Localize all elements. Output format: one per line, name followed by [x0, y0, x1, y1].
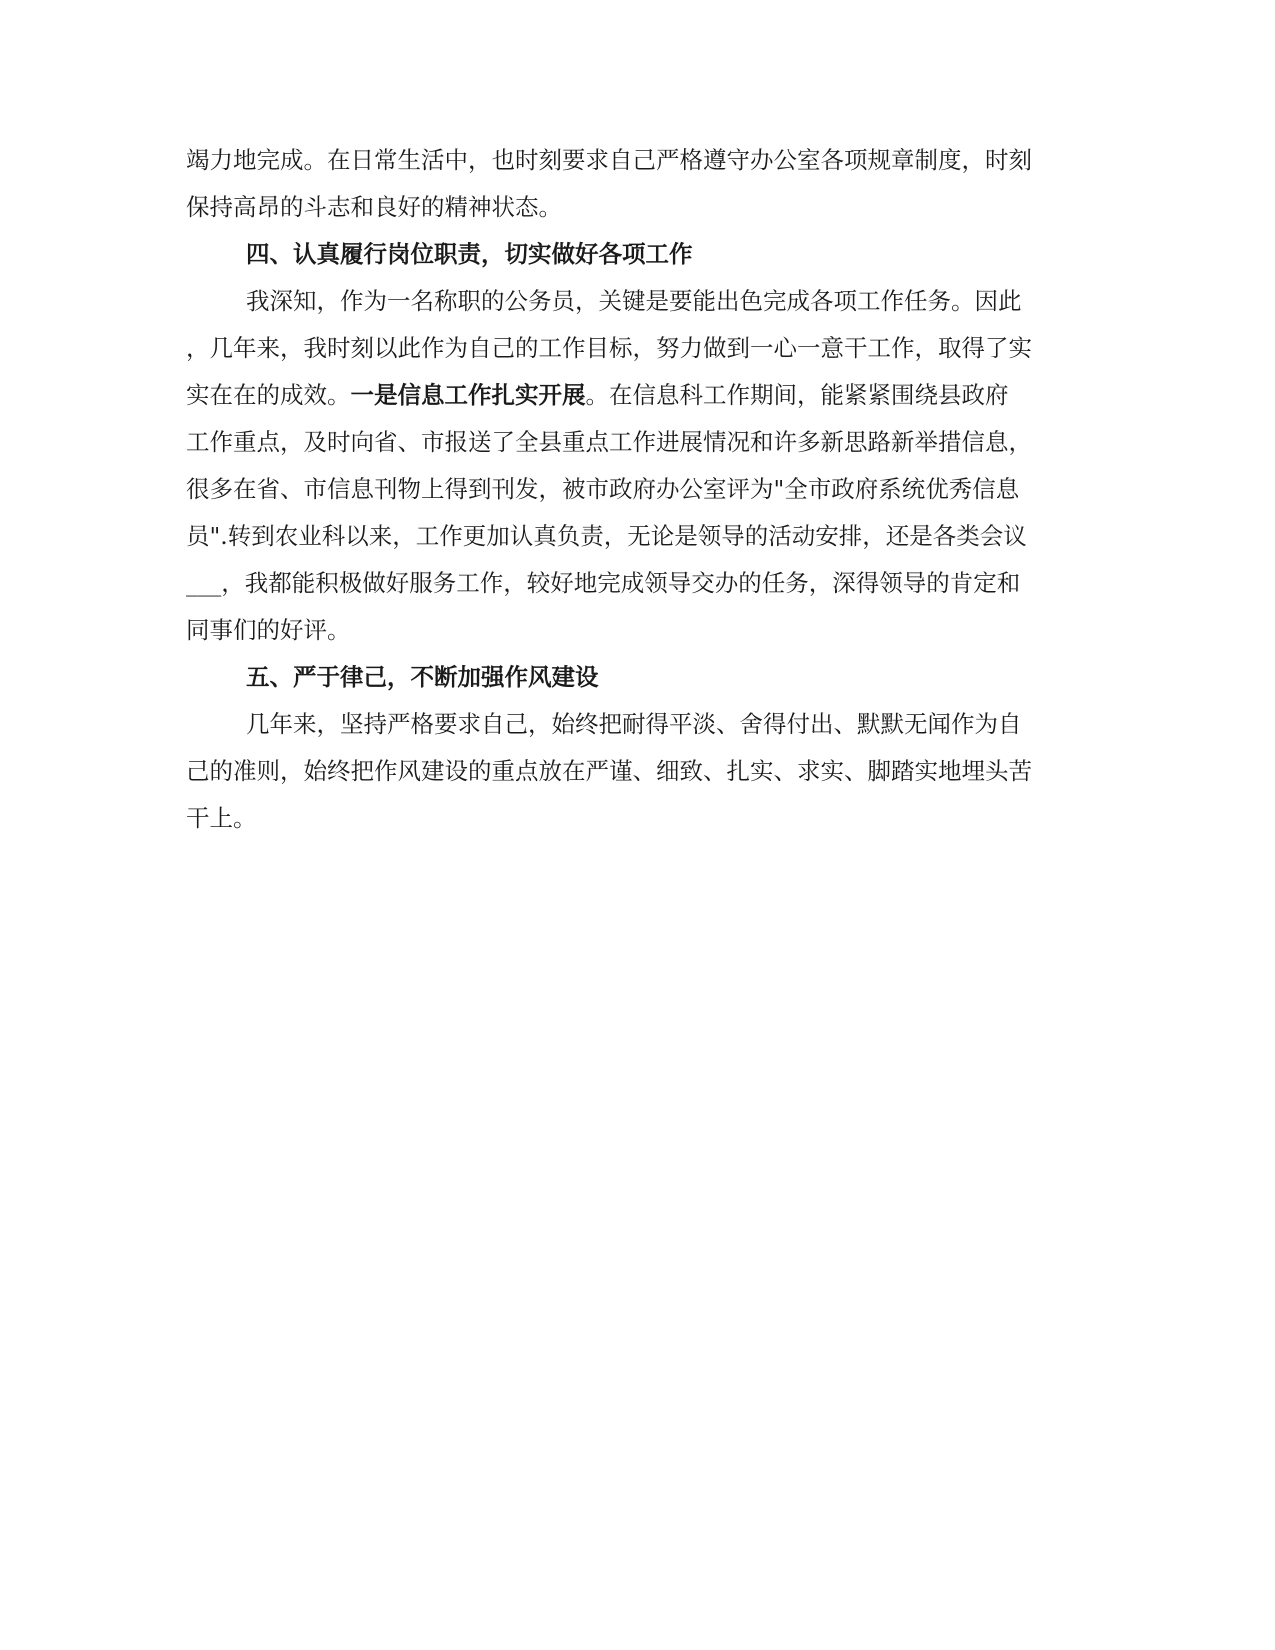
section-heading-4: 四、认真履行岗位职责，切实做好各项工作	[246, 240, 693, 268]
text-run: 。在信息科工作期间，能紧紧围绕县政府	[585, 381, 1009, 409]
bold-highlight: 一是信息工作扎实开展	[350, 381, 586, 409]
paragraph-line: 几年来，坚持严格要求自己，始终把耐得平淡、舍得付出、默默无闻作为自	[246, 710, 1022, 738]
paragraph-line: 员".转到农业科以来，工作更加认真负责，无论是领导的活动安排，还是各类会议	[186, 522, 1027, 550]
paragraph-line: 工作重点，及时向省、市报送了全县重点工作进展情况和许多新思路新举措信息，	[186, 428, 1032, 456]
section-heading-5: 五、严于律己，不断加强作风建设	[246, 663, 599, 691]
paragraph-line: 保持高昂的斗志和良好的精神状态。	[186, 193, 562, 221]
paragraph-line: 很多在省、市信息刊物上得到刊发，被市政府办公室评为"全市政府系统优秀信息	[186, 475, 1020, 503]
paragraph-line: 己的准则，始终把作风建设的重点放在严谨、细致、扎实、求实、脚踏实地埋头苦	[186, 757, 1032, 785]
paragraph-line: 干上。	[186, 804, 257, 832]
paragraph-line: ___，我都能积极做好服务工作，较好地完成领导交办的任务，深得领导的肯定和	[186, 569, 1021, 597]
paragraph-line: ，几年来，我时刻以此作为自己的工作目标，努力做到一心一意干工作，取得了实	[186, 334, 1032, 362]
paragraph-line: 我深知，作为一名称职的公务员，关键是要能出色完成各项工作任务。因此	[246, 287, 1022, 315]
text-run: 实在在的成效。	[186, 381, 351, 409]
paragraph-line	[186, 372, 1090, 419]
paragraph-line: 竭力地完成。在日常生活中，也时刻要求自己严格遵守办公室各项规章制度，时刻	[186, 146, 1032, 174]
paragraph-line: 同事们的好评。	[186, 616, 351, 644]
document-body	[186, 137, 1090, 842]
